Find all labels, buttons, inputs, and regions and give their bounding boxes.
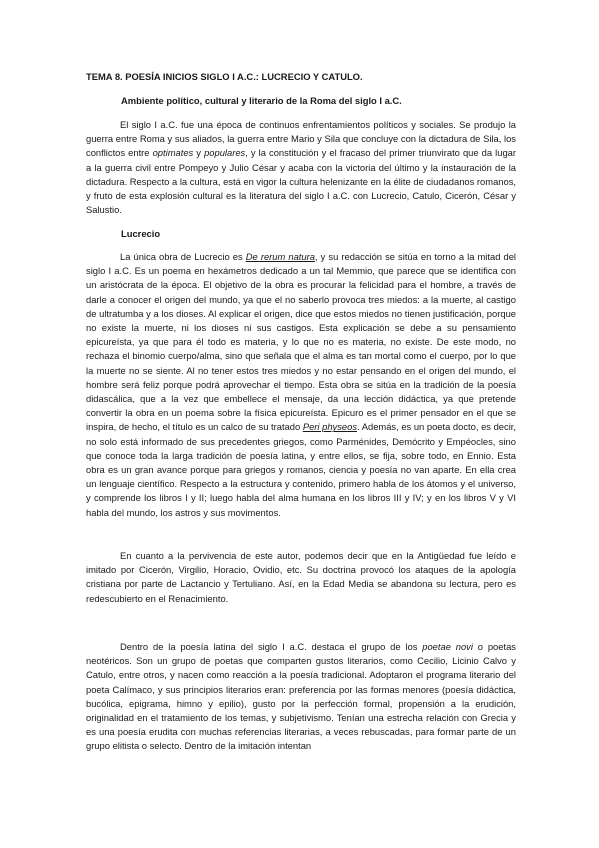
- work-title: De rerum natura: [245, 251, 315, 262]
- section-subtitle: Ambiente político, cultural y literario de la Roma del siglo I a.C.: [121, 95, 402, 106]
- paragraph-text: , y la constitución y el fracaso del primer triunvirato que da lugar a la guerra civil entre Pompeyo y Julio César y acaba con la victoria del último y la instauración de la dictadura. Respecto a la cultura, está en vigor la cultura helenizante en la élite de ciudadanos romanos, y fruto de esta explosión cultural es la literatura del siglo I a.C. con Lucrecio, Catulo, Cicerón, César y Salustio.: [86, 147, 516, 216]
- paragraph-context: [86, 118, 516, 217]
- paragraph-text: Dentro de la poesía latina del siglo I a.C. destaca el grupo de los: [120, 641, 423, 652]
- paragraph-text: , y su redacción se sitúa en torno a la mitad del siglo I a.C. Es un poema en hexámetros dedicado a un tal Memmio, que parece que se identifica con un aristócrata de la época. El objetivo de la obra es procurar la felicidad para el hombre, a través de darle a conocer el origen del mundo, ya que el no saberlo provoca tres miedos: a la muerte, al castigo de ultratumba y a los dioses. Al explicar el origen, dice que estos miedos no tienen justificación, porque no existe la muerte, ni los dioses ni sus castigos. Esta explicación se debe a su pensamiento epicureísta, ya que para él todo es materia, y lo que no es materia, no existe. De este modo, no rechaza el binomio cuerpo/alma, sino que señala que el alma es tan mortal como el cuerpo, por lo que la muerte no se siente. Al no tener estos tres miedos y no estar pensando en el origen del mundo, el hombre será feliz porque podrá aprovechar el tiempo. Esta obra se sitúa en la tradición de la poesía didascálica, que a la vez que embellece el mensaje, da una lección didáctica, ya que pretende convertir la obra en un poema sobre la física epicureísta. Epicuro es el primer pensador en el que se inspira, de hecho, el título es un calco de su tratado: [86, 251, 516, 433]
- term-optimates: optimates: [152, 147, 194, 159]
- term-poetae-novi: poetae novi: [422, 641, 473, 652]
- document-title: TEMA 8. POESÍA INICIOS SIGLO I A.C.: LUCRECIO Y CATULO.: [86, 71, 363, 82]
- paragraph-pervivencia: En cuanto a la pervivencia de este autor, podemos decir que en la Antigüedad fue leído e imitado por Cicerón, Virgilio, Horacio, Ovidio, etc. Su doctrina provocó los ataques de la apología cristiana por parte de Lactancio y Tertuliano. Así, en la Edad Media se abandona su lectura, pero es redescubierto en el Renacimiento.: [86, 550, 516, 604]
- paragraph-text: El siglo I a.C. fue una época de continuos enfrentamientos políticos y sociales. Se produjo la guerra entre Roma y sus aliados, la guerra entre Mario y Sila que concluye con la dictadura de Sila, los conflictos entre: [86, 119, 516, 159]
- section-heading-lucrecio: Lucrecio: [121, 228, 161, 239]
- paragraph-text: . Además, es un poeta docto, es decir, no solo está informado de sus precedentes griegos, como Parménides, Demócrito y Empéocles, sino que conoce toda la larga tradición de poesía latina, y entre ellos, se fija, sobre todo, en Ennio. Esta obra es un gran avance porque para griegos y romanos, ciencia y poesía no van aparte. En ella crea un lenguaje científico. Respecto a la estructura y contenido, primero habla de los átomos y el universo, y comprende los libros I y II; luego habla del alma humana en los libros III y IV; y en los libros V y VI habla del mundo, los astros y sus movimentos.: [86, 421, 516, 518]
- paragraph-text: o poetas neotéricos. Son un grupo de poetas que comparten gustos literarios, como Cecilio, Licinio Calvo y Catulo, entre otros, y nacen como reacción a la poesía tradicional. Adoptaron el programa literario del poeta Calímaco, y sus principios literarios eran: preferencia por las formas menores (poesía didáctica, bucólica, epigrama, himno y epilio), gusto por la perfección formal, propensión a la erudición, originalidad en el tratamiento de los temas, y subjetivismo. Tenían una estrecha relación con Grecia y es una poesía erudita con muchas referencias literarias, a veces rebuscadas, para formar parte de un grupo elitista o selecto. Dentro de la imitación intentan: [86, 641, 516, 752]
- paragraph-text: La única obra de Lucrecio es: [120, 251, 246, 262]
- paragraph-lucrecio: [86, 250, 516, 520]
- paragraph-text: y: [193, 147, 205, 159]
- term-populares: populares: [204, 147, 246, 159]
- paragraph-poetae-novi: [86, 640, 516, 754]
- treatise-title: Peri physeos: [302, 421, 358, 433]
